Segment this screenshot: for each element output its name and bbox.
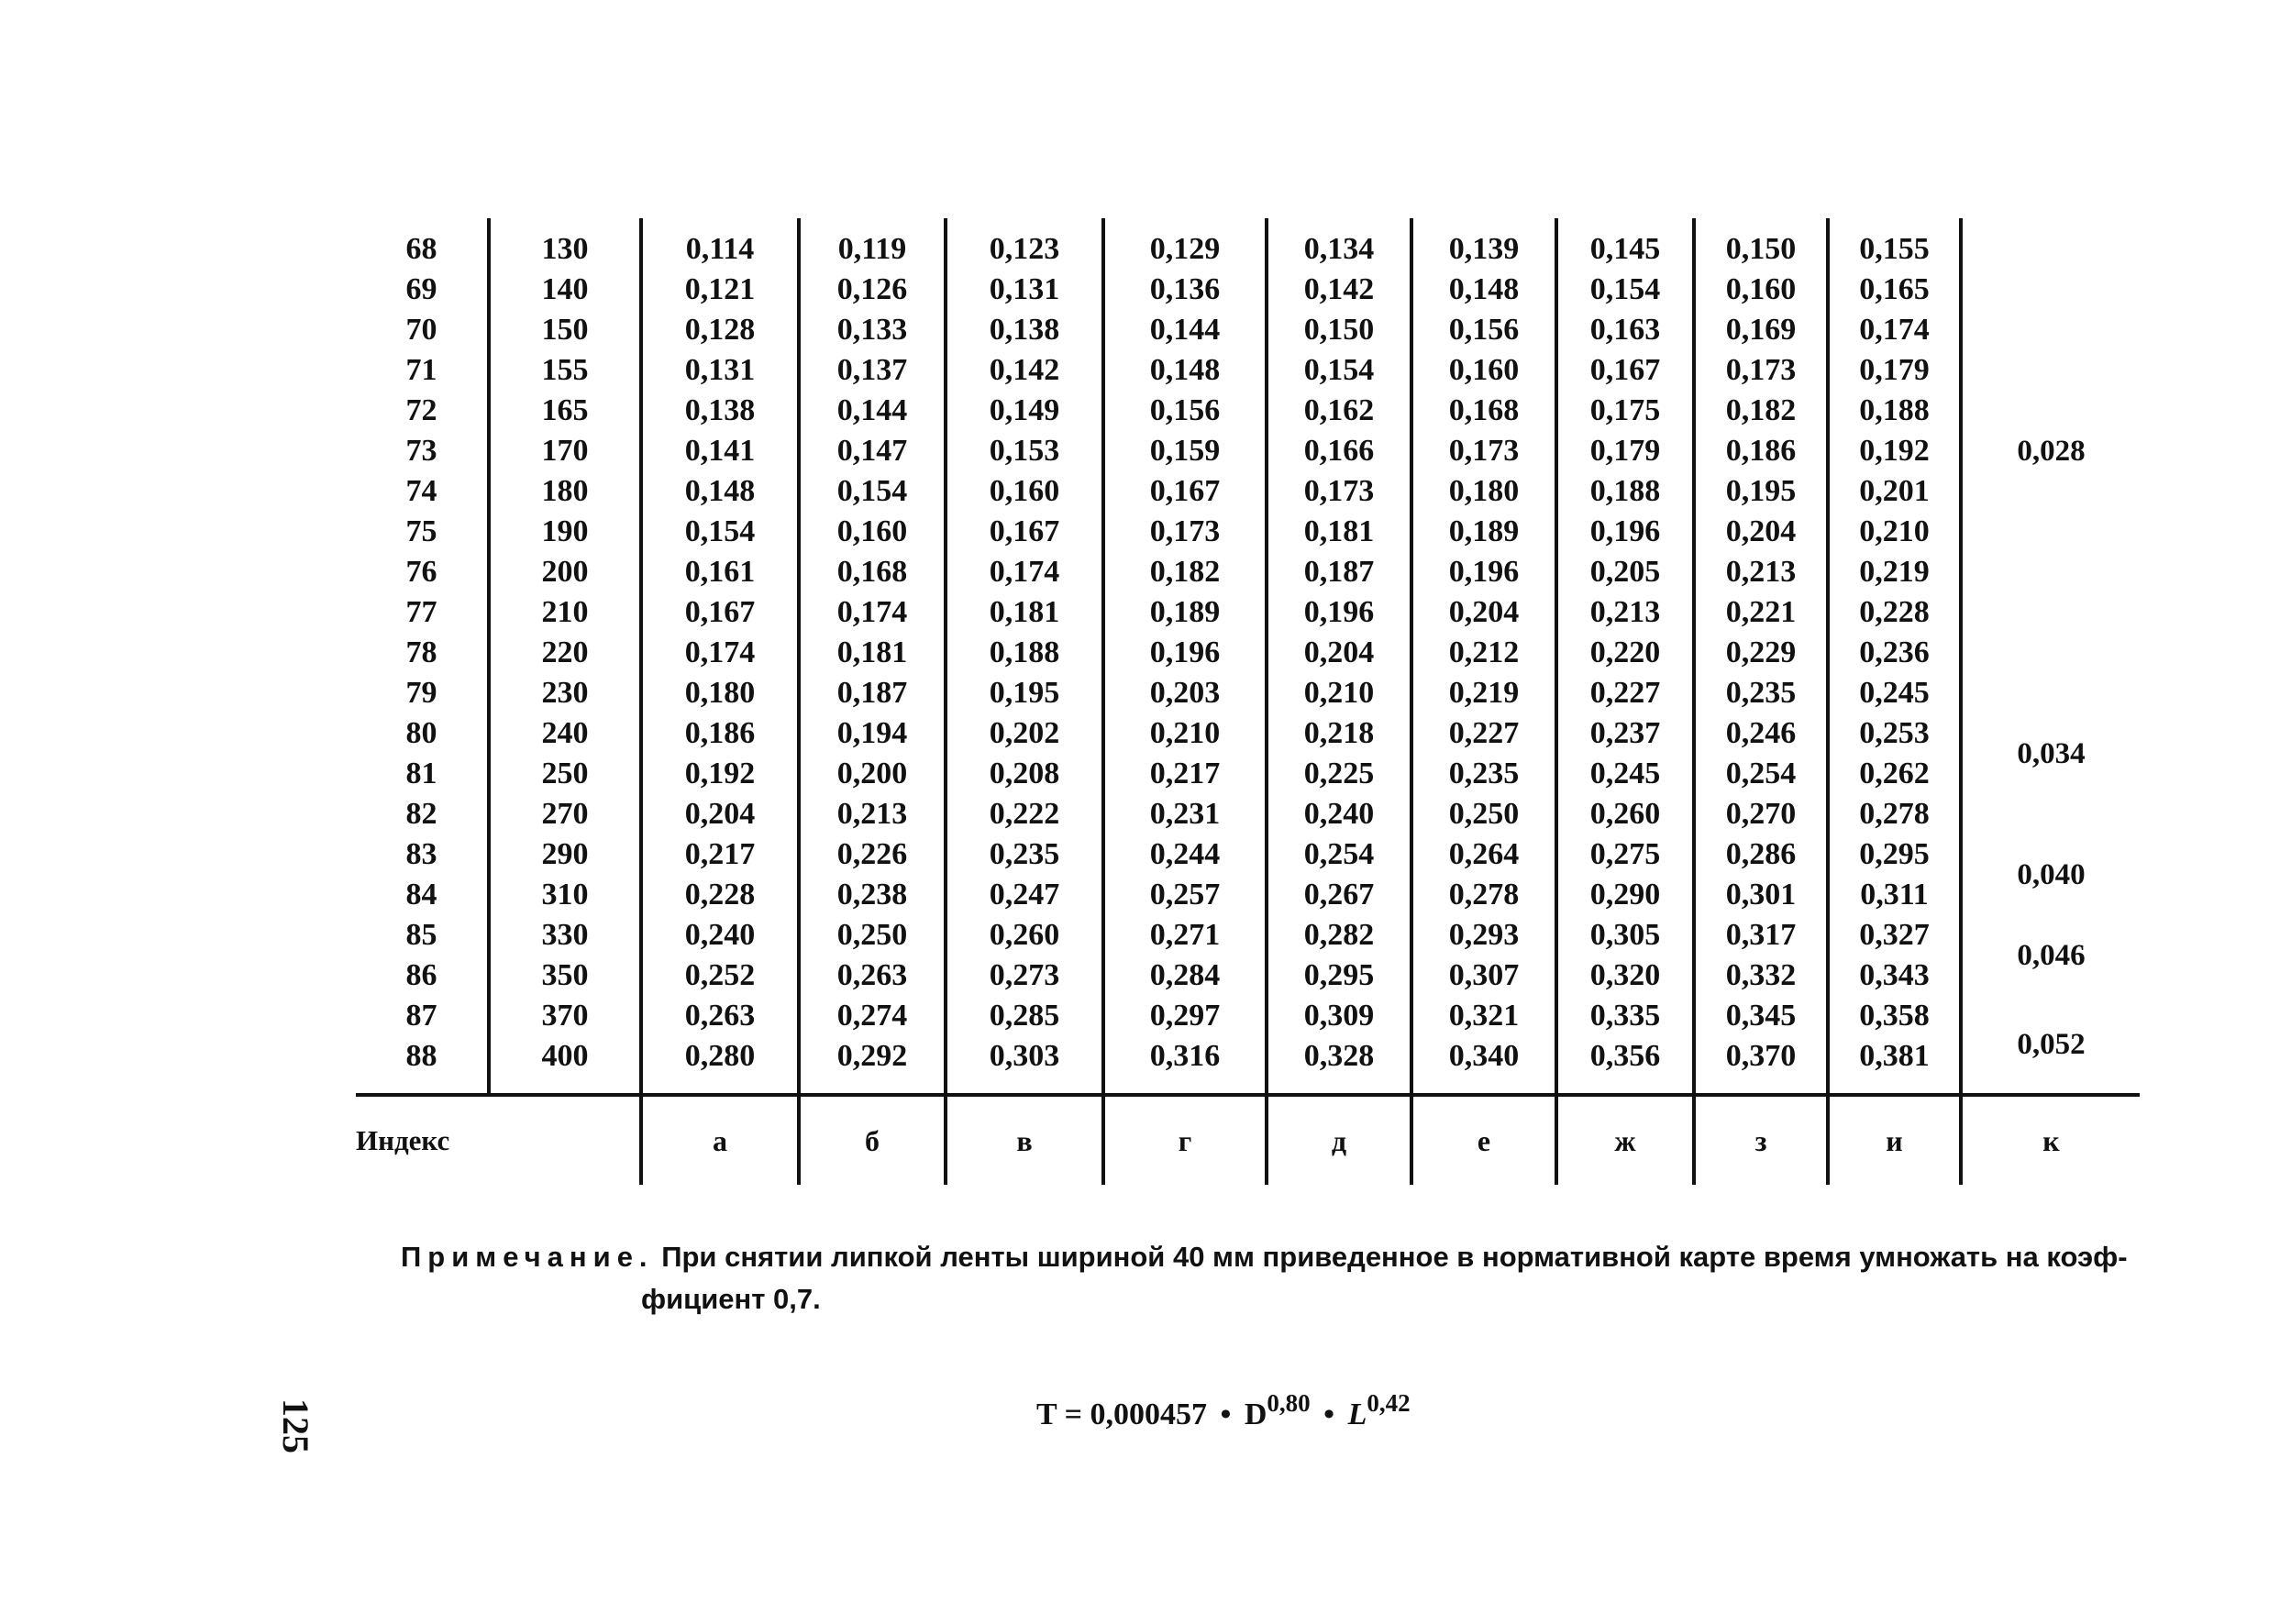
cell-value: 0,245 [1556, 754, 1694, 794]
cell-value: 0,162 [1267, 391, 1411, 431]
formula-lhs: T = 0,000457 [1036, 1398, 1207, 1431]
cell-value: 0,187 [1267, 552, 1411, 592]
cell-diameter: 330 [489, 915, 641, 956]
index-row [356, 1095, 2140, 1185]
cell-value: 0,194 [799, 713, 946, 754]
cell-value: 0,167 [1103, 471, 1267, 512]
cell-value: 0,129 [1103, 218, 1267, 270]
cell-number: 72 [405, 393, 437, 427]
cell-value: 0,253 [1828, 713, 1961, 754]
cell-value: 0,237 [1556, 713, 1694, 754]
cell-value: 0,174 [641, 633, 799, 673]
cell-value: 0,358 [1828, 996, 1961, 1036]
index-letter: ж [1556, 1095, 1694, 1185]
cell-value: 0,147 [799, 431, 946, 471]
cell-value: 0,270 [1694, 794, 1828, 834]
table-row [356, 956, 2140, 996]
cell-value: 0,213 [1556, 592, 1694, 633]
cell-value: 0,247 [946, 875, 1103, 915]
cell-value: 0,236 [1828, 633, 1961, 673]
cell-value: 0,212 [1411, 633, 1556, 673]
cell-number: 78 [405, 635, 437, 669]
cell-value: 0,200 [799, 754, 946, 794]
cell-value: 0,196 [1103, 633, 1267, 673]
cell-value: 0,182 [1103, 552, 1267, 592]
cell-value: 0,205 [1556, 552, 1694, 592]
cell-value: 0,201 [1828, 471, 1961, 512]
table-row [356, 552, 2140, 592]
cell-number: 83 [405, 837, 437, 871]
cell-value: 0,133 [799, 310, 946, 350]
table-row [356, 915, 2140, 956]
cell-value: 0,202 [946, 713, 1103, 754]
cell-value: 0,271 [1103, 915, 1267, 956]
cell-value: 0,166 [1267, 431, 1411, 471]
cell-diameter: 220 [489, 633, 641, 673]
cell-value: 0,154 [1556, 270, 1694, 310]
cell-value: 0,316 [1103, 1036, 1267, 1095]
cell-value: 0,218 [1267, 713, 1411, 754]
cell-value: 0,195 [946, 673, 1103, 713]
formula-exp-l: 0,42 [1367, 1389, 1411, 1417]
cell-value: 0,275 [1556, 834, 1694, 875]
cell-value: 0,293 [1411, 915, 1556, 956]
cell-number: 77 [405, 595, 437, 629]
cell-number: 70 [405, 313, 437, 347]
cell-value: 0,284 [1103, 956, 1267, 996]
cell-value: 0,160 [799, 512, 946, 552]
cell-diameter: 250 [489, 754, 641, 794]
cell-value: 0,131 [946, 270, 1103, 310]
cell-value: 0,332 [1694, 956, 1828, 996]
table-row [356, 512, 2140, 552]
cell-value: 0,195 [1694, 471, 1828, 512]
cell-value: 0,274 [799, 996, 946, 1036]
cell-value: 0,278 [1828, 794, 1961, 834]
cell-value: 0,370 [1694, 1036, 1828, 1095]
cell-diameter: 400 [489, 1036, 641, 1095]
cell-value: 0,257 [1103, 875, 1267, 915]
index-letter: к [1961, 1095, 2140, 1185]
cell-number: 81 [405, 757, 437, 790]
cell-value: 0,150 [1267, 310, 1411, 350]
cell-value: 0,240 [641, 915, 799, 956]
cell-value: 0,114 [641, 218, 799, 270]
cell-value: 0,179 [1828, 350, 1961, 391]
cell-value: 0,226 [799, 834, 946, 875]
cell-number: 85 [405, 918, 437, 952]
table-row [356, 996, 2140, 1036]
cell-value: 0,292 [799, 1036, 946, 1095]
cell-diameter: 230 [489, 673, 641, 713]
cell-value: 0,235 [1411, 754, 1556, 794]
table-row [356, 431, 2140, 471]
cell-value: 0,181 [946, 592, 1103, 633]
cell-value: 0,321 [1411, 996, 1556, 1036]
table-row [356, 391, 2140, 431]
cell-value: 0,175 [1556, 391, 1694, 431]
cell-value: 0,301 [1694, 875, 1828, 915]
cell-number: 80 [405, 716, 437, 750]
cell-value: 0,156 [1411, 310, 1556, 350]
cell-value: 0,263 [799, 956, 946, 996]
cell-number: 71 [405, 353, 437, 387]
cell-value: 0,263 [641, 996, 799, 1036]
cell-number: 84 [405, 878, 437, 911]
cell-value: 0,210 [1267, 673, 1411, 713]
note-text-line2: фициент 0,7. [641, 1283, 821, 1315]
cell-value: 0,165 [1828, 270, 1961, 310]
cell-diameter: 180 [489, 471, 641, 512]
cell-value: 0,144 [799, 391, 946, 431]
cell-value: 0,174 [946, 552, 1103, 592]
index-letter: в [946, 1095, 1103, 1185]
cell-value: 0,180 [1411, 471, 1556, 512]
cell-value: 0,278 [1411, 875, 1556, 915]
cell-value: 0,297 [1103, 996, 1267, 1036]
cell-diameter: 240 [489, 713, 641, 754]
cell-value: 0,167 [641, 592, 799, 633]
cell-value: 0,131 [641, 350, 799, 391]
cell-value: 0,154 [641, 512, 799, 552]
cell-value: 0,317 [1694, 915, 1828, 956]
cell-value: 0,309 [1267, 996, 1411, 1036]
cell-value: 0,181 [799, 633, 946, 673]
index-letter: г [1103, 1095, 1267, 1185]
cell-diameter: 130 [489, 218, 641, 270]
cell-value: 0,213 [799, 794, 946, 834]
cell-value: 0,148 [1103, 350, 1267, 391]
cell-value: 0,210 [1103, 713, 1267, 754]
cell-value: 0,303 [946, 1036, 1103, 1095]
cell-value: 0,139 [1411, 218, 1556, 270]
cell-value: 0,156 [1103, 391, 1267, 431]
cell-number: 86 [405, 958, 437, 992]
cell-value: 0,160 [1694, 270, 1828, 310]
cell-value: 0,188 [946, 633, 1103, 673]
cell-k-coefficient: 0,046 [1961, 915, 2140, 996]
table-row [356, 713, 2140, 754]
cell-value: 0,204 [641, 794, 799, 834]
cell-value: 0,119 [799, 218, 946, 270]
cell-value: 0,168 [1411, 391, 1556, 431]
cell-value: 0,260 [1556, 794, 1694, 834]
multiply-dot: • [1220, 1398, 1232, 1431]
cell-value: 0,290 [1556, 875, 1694, 915]
cell-diameter: 270 [489, 794, 641, 834]
cell-k-coefficient: 0,034 [1961, 673, 2140, 834]
cell-value: 0,121 [641, 270, 799, 310]
cell-value: 0,328 [1267, 1036, 1411, 1095]
cell-value: 0,148 [641, 471, 799, 512]
cell-value: 0,173 [1267, 471, 1411, 512]
formula-var-l: L [1347, 1398, 1367, 1431]
cell-value: 0,327 [1828, 915, 1961, 956]
cell-value: 0,123 [946, 218, 1103, 270]
index-letter: а [641, 1095, 799, 1185]
cell-value: 0,286 [1694, 834, 1828, 875]
cell-k-coefficient: 0,028 [1961, 218, 2140, 673]
table-row [356, 875, 2140, 915]
cell-value: 0,273 [946, 956, 1103, 996]
cell-value: 0,180 [641, 673, 799, 713]
cell-diameter: 155 [489, 350, 641, 391]
index-letter: д [1267, 1095, 1411, 1185]
cell-value: 0,167 [946, 512, 1103, 552]
table-row [356, 673, 2140, 713]
cell-value: 0,186 [1694, 431, 1828, 471]
cell-value: 0,160 [1411, 350, 1556, 391]
cell-diameter: 165 [489, 391, 641, 431]
cell-value: 0,155 [1828, 218, 1961, 270]
cell-diameter: 200 [489, 552, 641, 592]
table-row [356, 350, 2140, 391]
cell-value: 0,182 [1694, 391, 1828, 431]
cell-value: 0,305 [1556, 915, 1694, 956]
note-label: Примечание. [401, 1241, 654, 1273]
cell-value: 0,262 [1828, 754, 1961, 794]
cell-value: 0,161 [641, 552, 799, 592]
cell-value: 0,136 [1103, 270, 1267, 310]
cell-value: 0,254 [1267, 834, 1411, 875]
cell-value: 0,220 [1556, 633, 1694, 673]
cell-value: 0,295 [1828, 834, 1961, 875]
cell-number: 82 [405, 797, 437, 831]
cell-value: 0,137 [799, 350, 946, 391]
cell-value: 0,335 [1556, 996, 1694, 1036]
cell-value: 0,138 [946, 310, 1103, 350]
cell-value: 0,126 [799, 270, 946, 310]
cell-value: 0,227 [1411, 713, 1556, 754]
cell-number: 76 [405, 555, 437, 589]
cell-value: 0,228 [1828, 592, 1961, 633]
cell-value: 0,356 [1556, 1036, 1694, 1095]
cell-value: 0,179 [1556, 431, 1694, 471]
cell-value: 0,138 [641, 391, 799, 431]
cell-value: 0,245 [1828, 673, 1961, 713]
cell-value: 0,210 [1828, 512, 1961, 552]
cell-value: 0,148 [1411, 270, 1556, 310]
table-row [356, 592, 2140, 633]
multiply-dot: • [1323, 1398, 1335, 1431]
cell-value: 0,196 [1411, 552, 1556, 592]
table-row [356, 310, 2140, 350]
cell-value: 0,311 [1828, 875, 1961, 915]
cell-value: 0,280 [641, 1036, 799, 1095]
cell-value: 0,222 [946, 794, 1103, 834]
cell-value: 0,238 [799, 875, 946, 915]
table-row [356, 1036, 2140, 1095]
cell-value: 0,154 [799, 471, 946, 512]
cell-value: 0,343 [1828, 956, 1961, 996]
table-row [356, 754, 2140, 794]
cell-value: 0,141 [641, 431, 799, 471]
cell-value: 0,187 [799, 673, 946, 713]
cell-diameter: 350 [489, 956, 641, 996]
cell-diameter: 210 [489, 592, 641, 633]
table-row [356, 794, 2140, 834]
cell-value: 0,235 [1694, 673, 1828, 713]
cell-value: 0,203 [1103, 673, 1267, 713]
cell-diameter: 190 [489, 512, 641, 552]
cell-value: 0,159 [1103, 431, 1267, 471]
cell-value: 0,260 [946, 915, 1103, 956]
index-title: Индекс [356, 1095, 641, 1185]
cell-number: 79 [405, 676, 437, 710]
cell-value: 0,181 [1267, 512, 1411, 552]
cell-value: 0,189 [1411, 512, 1556, 552]
cell-value: 0,250 [1411, 794, 1556, 834]
cell-value: 0,192 [1828, 431, 1961, 471]
table-row [356, 471, 2140, 512]
cell-value: 0,149 [946, 391, 1103, 431]
cell-value: 0,254 [1694, 754, 1828, 794]
cell-value: 0,208 [946, 754, 1103, 794]
cell-value: 0,153 [946, 431, 1103, 471]
cell-value: 0,217 [1103, 754, 1267, 794]
formula-var-d: D [1244, 1398, 1267, 1431]
cell-number: 73 [405, 434, 437, 468]
cell-value: 0,228 [641, 875, 799, 915]
cell-value: 0,204 [1267, 633, 1411, 673]
cell-value: 0,160 [946, 471, 1103, 512]
cell-value: 0,217 [641, 834, 799, 875]
formula-exp-d: 0,80 [1267, 1389, 1311, 1417]
table-row [356, 270, 2140, 310]
cell-number: 69 [405, 272, 437, 306]
cell-value: 0,295 [1267, 956, 1411, 996]
cell-value: 0,169 [1694, 310, 1828, 350]
index-letter: е [1411, 1095, 1556, 1185]
table-row [356, 218, 2140, 270]
note-text-line1: При снятии липкой ленты шириной 40 мм приведенное в нормативной карте время умножать на коэф- [661, 1241, 2128, 1273]
note-block [401, 1236, 2134, 1320]
cell-value: 0,188 [1556, 471, 1694, 512]
cell-diameter: 370 [489, 996, 641, 1036]
cell-value: 0,168 [799, 552, 946, 592]
index-letter: и [1828, 1095, 1961, 1185]
norm-table [356, 218, 2140, 1185]
cell-value: 0,128 [641, 310, 799, 350]
page-number: 125 [275, 1398, 316, 1453]
cell-value: 0,186 [641, 713, 799, 754]
norm-table-container [356, 218, 2140, 1185]
cell-value: 0,192 [641, 754, 799, 794]
cell-value: 0,204 [1411, 592, 1556, 633]
cell-number: 88 [405, 1039, 437, 1073]
table-row [356, 834, 2140, 875]
cell-value: 0,381 [1828, 1036, 1961, 1095]
cell-number: 68 [405, 232, 437, 266]
cell-value: 0,173 [1103, 512, 1267, 552]
cell-value: 0,221 [1694, 592, 1828, 633]
cell-value: 0,219 [1828, 552, 1961, 592]
formula [1036, 1389, 1411, 1432]
cell-value: 0,240 [1267, 794, 1411, 834]
cell-value: 0,163 [1556, 310, 1694, 350]
index-letter: б [799, 1095, 946, 1185]
cell-value: 0,229 [1694, 633, 1828, 673]
cell-value: 0,174 [799, 592, 946, 633]
cell-value: 0,188 [1828, 391, 1961, 431]
cell-value: 0,250 [799, 915, 946, 956]
cell-value: 0,320 [1556, 956, 1694, 996]
index-letter: з [1694, 1095, 1828, 1185]
cell-value: 0,252 [641, 956, 799, 996]
cell-value: 0,150 [1694, 218, 1828, 270]
cell-value: 0,225 [1267, 754, 1411, 794]
cell-value: 0,154 [1267, 350, 1411, 391]
cell-value: 0,264 [1411, 834, 1556, 875]
cell-value: 0,246 [1694, 713, 1828, 754]
cell-value: 0,167 [1556, 350, 1694, 391]
cell-value: 0,244 [1103, 834, 1267, 875]
table-row [356, 633, 2140, 673]
cell-value: 0,174 [1828, 310, 1961, 350]
cell-value: 0,144 [1103, 310, 1267, 350]
cell-value: 0,134 [1267, 218, 1411, 270]
cell-value: 0,204 [1694, 512, 1828, 552]
cell-value: 0,213 [1694, 552, 1828, 592]
cell-value: 0,307 [1411, 956, 1556, 996]
cell-value: 0,173 [1694, 350, 1828, 391]
cell-value: 0,196 [1556, 512, 1694, 552]
cell-number: 75 [405, 514, 437, 548]
cell-value: 0,189 [1103, 592, 1267, 633]
cell-value: 0,142 [1267, 270, 1411, 310]
cell-value: 0,231 [1103, 794, 1267, 834]
cell-diameter: 170 [489, 431, 641, 471]
cell-value: 0,285 [946, 996, 1103, 1036]
cell-value: 0,219 [1411, 673, 1556, 713]
cell-diameter: 290 [489, 834, 641, 875]
cell-value: 0,142 [946, 350, 1103, 391]
cell-number: 87 [405, 999, 437, 1033]
cell-value: 0,145 [1556, 218, 1694, 270]
cell-value: 0,196 [1267, 592, 1411, 633]
cell-k-coefficient: 0,040 [1961, 834, 2140, 915]
cell-value: 0,173 [1411, 431, 1556, 471]
cell-value: 0,282 [1267, 915, 1411, 956]
cell-value: 0,235 [946, 834, 1103, 875]
cell-value: 0,345 [1694, 996, 1828, 1036]
cell-diameter: 310 [489, 875, 641, 915]
table-body [356, 218, 2140, 1185]
cell-value: 0,227 [1556, 673, 1694, 713]
cell-value: 0,340 [1411, 1036, 1556, 1095]
cell-k-coefficient: 0,052 [1961, 996, 2140, 1095]
cell-number: 74 [405, 474, 437, 508]
cell-diameter: 140 [489, 270, 641, 310]
cell-value: 0,267 [1267, 875, 1411, 915]
cell-diameter: 150 [489, 310, 641, 350]
